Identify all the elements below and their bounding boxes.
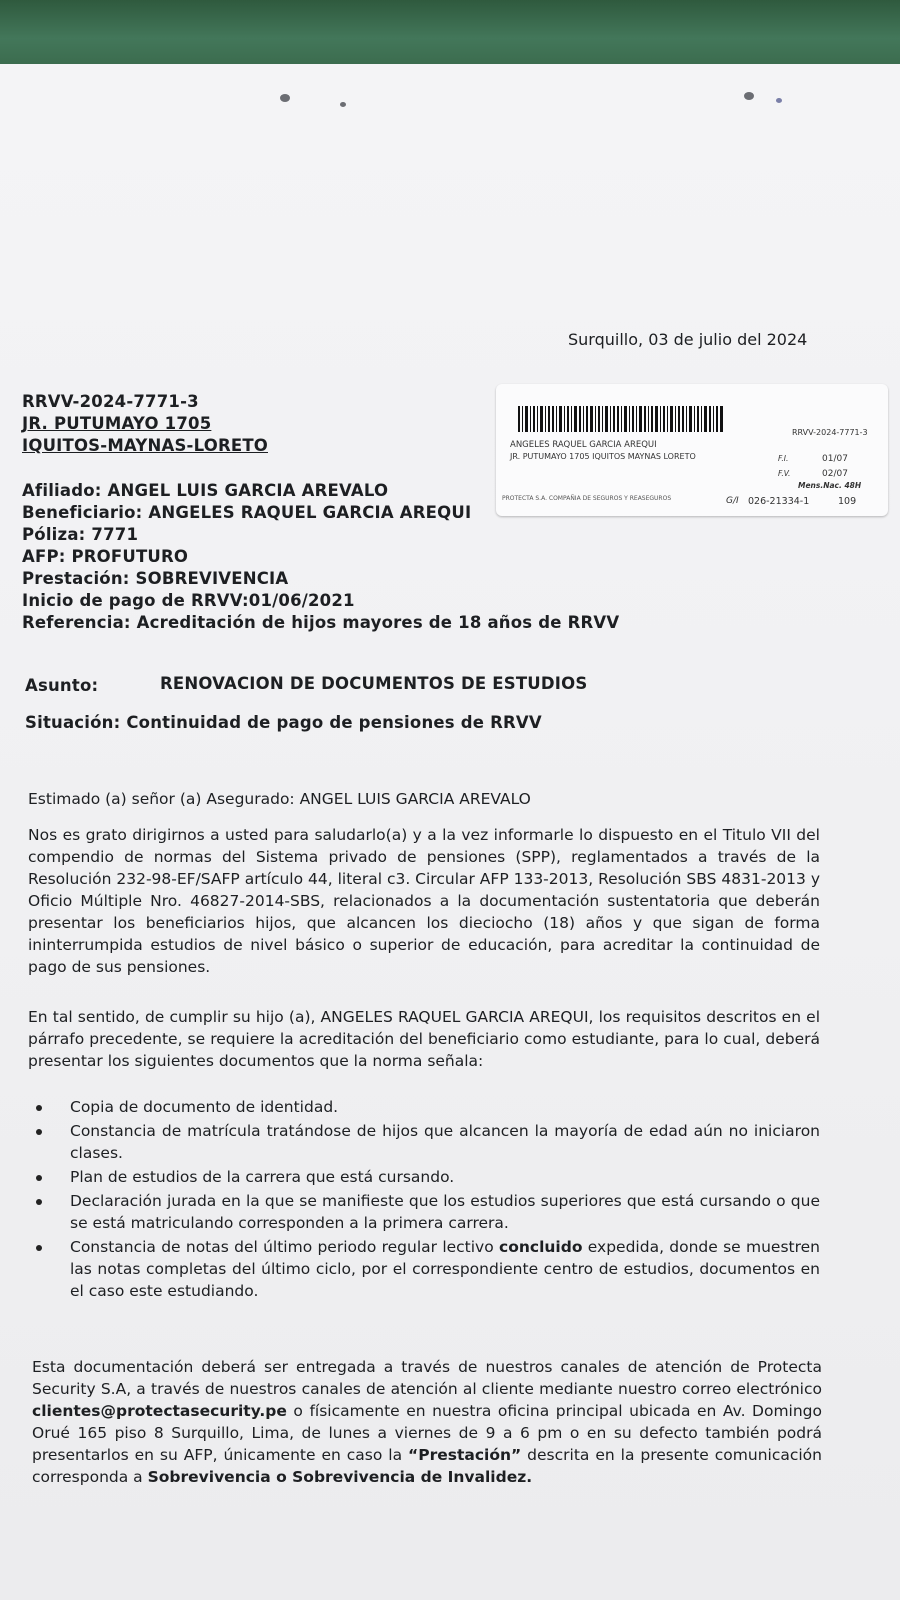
bullet-text: Plan de estudios de la carrera que está cursando. [70, 1168, 455, 1186]
bullet-text: Declaración jurada en la que se manifieste que los estudios superiores que está cursando o que se está matriculando corresponden a la primera carrera. [70, 1192, 820, 1232]
label-company: PROTECTA S.A. COMPAÑIA DE SEGUROS Y REASEGUROS [502, 495, 672, 502]
label-fi-value: 01/07 [822, 454, 848, 464]
closing-text: Esta documentación deberá ser entregada a través de nuestros canales de atención de Protecta Security S.A, a través de nuestros canales de atención al cliente mediante nuestro correo electrónico [32, 1358, 822, 1398]
label-fv-value: 02/07 [822, 469, 848, 479]
bullet-text: expedida, donde se muestren las notas completas del último ciclo, por el correspondiente centro de estudios, documentos en el caso este estudiando. [70, 1238, 820, 1300]
list-item [70, 1096, 820, 1118]
bullet-icon [36, 1199, 42, 1205]
label-gi: G/I [726, 496, 739, 506]
situacion-line: Situación: Continuidad de pago de pensiones de RRVV [25, 713, 542, 732]
paragraph-1: Nos es grato dirigirnos a usted para saludarlo(a) y a la vez informarle lo dispuesto en el Titulo VII del compendio de normas del Sistema privado de pensiones (SPP), reglamentados a través de la Resolución 232-98-EF/SAFP artículo 44, literal c3. Circular AFP 133-2013, Resolución SBS 4831-2013 y Oficio Múltiple Nro. 46827-2014-SBS, relacionados a la documentación sustentatoria que deberán presentar los beneficiarios hijos, que alcancen los dieciocho (18) años y que sigan de forma ininterrumpida estudios de nivel básico o superior de educación, para acreditar la continuidad de pago de sus pensiones. [28, 826, 820, 976]
label-gi-value: 026-21334-1 [748, 496, 810, 507]
closing-final: Sobrevivencia o Sobrevivencia de Invalidez. [147, 1468, 533, 1486]
paragraph-2: En tal sentido, de cumplir su hijo (a), ANGELES RAQUEL GARCIA AREQUI, los requisitos descritos en el párrafo precedente, se requiere la acreditación del beneficiario como estudiante, para lo cual, deberá presentar los siguientes documentos que la norma señala: [28, 1008, 820, 1070]
staple-hole [776, 98, 782, 103]
bullet-bold-word: concluido [499, 1238, 583, 1256]
label-fi: F.I. [778, 454, 789, 463]
label-recipient: ANGELES RAQUEL GARCIA AREQUI [510, 440, 657, 450]
bullet-text: Constancia de matrícula tratándose de hijos que alcancen la mayoría de edad aún no iniciaron clases. [70, 1122, 820, 1162]
closing-text: descrita en la presente comunicación corresponda a [32, 1446, 822, 1486]
detail-afp: AFP: PROFUTURO [22, 547, 189, 566]
list-item [70, 1166, 820, 1188]
address-street: JR. PUTUMAYO 1705 [22, 414, 212, 433]
asunto-value: RENOVACION DE DOCUMENTOS DE ESTUDIOS [160, 674, 588, 693]
label-number: 109 [838, 496, 857, 507]
detail-referencia: Referencia: Acreditación de hijos mayores de 18 años de RRVV [22, 613, 620, 632]
email-link[interactable]: clientes@protectasecurity.pe [32, 1402, 287, 1420]
detail-poliza: Póliza: 7771 [22, 525, 139, 544]
list-item [70, 1236, 820, 1302]
label-service: Mens.Nac. 48H [798, 481, 862, 490]
closing-text: o físicamente en nuestra oficina principal ubicada en Av. Domingo Orué 165 piso 8 Surquillo, Lima, de lunes a viernes de 9 a 6 pm o en su defecto también podrá presentarlos en su AFP, únicamente en caso la [32, 1402, 822, 1464]
bullet-icon [36, 1129, 42, 1135]
bullet-icon [36, 1245, 42, 1251]
staple-hole [280, 94, 290, 102]
label-address: JR. PUTUMAYO 1705 IQUITOS MAYNAS LORETO [510, 452, 696, 461]
closing-paragraph [32, 1356, 822, 1488]
greeting: Estimado (a) señor (a) Asegurado: ANGEL LUIS GARCIA AREVALO [28, 790, 531, 808]
asunto-label: Asunto: [25, 676, 99, 695]
staple-hole [340, 102, 346, 107]
label-fv: F.V. [778, 469, 791, 478]
bullet-icon [36, 1105, 42, 1111]
prestacion-term: “Prestación” [408, 1446, 522, 1464]
list-item [70, 1120, 820, 1164]
bullet-text: Copia de documento de identidad. [70, 1098, 339, 1116]
list-item [70, 1190, 820, 1234]
address-city: IQUITOS-MAYNAS-LORETO [22, 436, 268, 455]
bullet-icon [36, 1175, 42, 1181]
detail-afiliado: Afiliado: ANGEL LUIS GARCIA AREVALO [22, 481, 389, 500]
detail-beneficiario: Beneficiario: ANGELES RAQUEL GARCIA AREQUI [22, 503, 472, 522]
bullet-text: Constancia de notas del último periodo regular lectivo [70, 1238, 500, 1256]
wall-background [0, 0, 900, 70]
reference-code: RRVV-2024-7771-3 [22, 392, 199, 411]
mailing-label [496, 384, 888, 516]
label-code: RRVV-2024-7771-3 [792, 428, 868, 437]
detail-prestacion: Prestación: SOBREVIVENCIA [22, 569, 289, 588]
staple-hole [744, 92, 754, 100]
barcode-image [518, 406, 723, 432]
letter-date: Surquillo, 03 de julio del 2024 [568, 330, 808, 349]
detail-inicio-pago: Inicio de pago de RRVV:01/06/2021 [22, 591, 355, 610]
